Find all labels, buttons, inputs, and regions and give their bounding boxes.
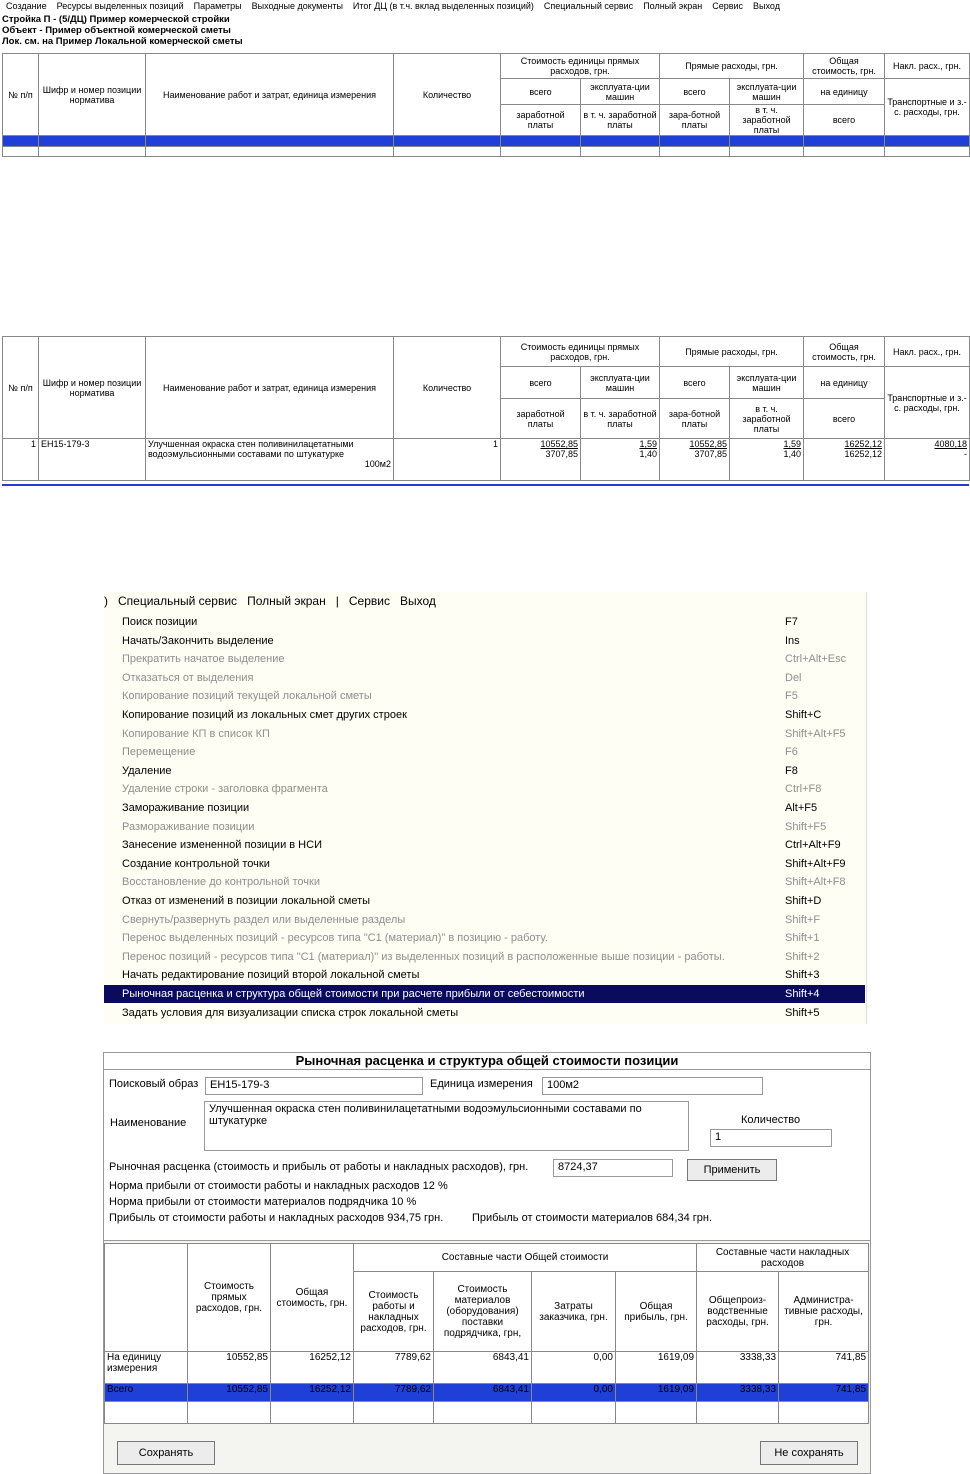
menu-item-shortcut: Shift+3 (785, 969, 820, 982)
unit-field[interactable]: 100м2 (542, 1077, 763, 1095)
t-unit: 16252,12 (844, 439, 883, 449)
col-overhead-2: Накл. расх., грн. (885, 337, 970, 367)
structure-cell: 10552,85 (188, 1352, 271, 1384)
menu-item-shortcut: Shift+2 (785, 950, 820, 963)
structure-table (104, 1243, 869, 1424)
menu-item-label: Замораживание позиции (122, 802, 250, 814)
menu-item-8[interactable] (122, 762, 862, 780)
menu-item-label: Копирование позиций из локальных смет других строек (122, 709, 407, 721)
col-num-2: № п/п (3, 337, 39, 439)
top-menu-item-7[interactable]: Сервис (712, 1, 744, 11)
col-zarabotnoy-2: зара-ботной платы (660, 399, 730, 439)
menu-item-label: Прекратить начатое выделение (122, 653, 285, 666)
structure-cell: 0,00 (532, 1384, 616, 1402)
estimate-table-filled (2, 336, 970, 481)
dialog-title: Рыночная расценка и структура общей стоимости позиции (104, 1053, 870, 1070)
menu-item-label: Перенос позиций - ресурсов типа "С1 (материал)" из выделенных позиций в расположенные выше позиции - работы. (122, 950, 725, 963)
menu-item-17[interactable] (122, 929, 862, 947)
col-num: № п/п (3, 54, 39, 136)
col-expl-d-2: эксплуата-ции машин (730, 367, 804, 399)
menu-item-9[interactable] (122, 780, 862, 798)
menu-item-shortcut: Shift+5 (785, 1006, 820, 1019)
menu-item-1[interactable] (122, 632, 862, 650)
save-button[interactable]: Сохранять (117, 1441, 215, 1465)
col-vtch-2: в т. ч. заработной платы (581, 399, 660, 439)
uc-total: 10552,85 (540, 439, 578, 449)
col-code-2: Шифр и номер позиции норматива (39, 337, 146, 439)
menu-item-13[interactable] (122, 855, 862, 873)
t-total: 16252,12 (844, 449, 883, 459)
market-label: Рыночная расценка (стоимость и прибыль от работы и накладных расходов), грн. (109, 1161, 529, 1173)
col-expl: эксплуата-ции машин (581, 79, 660, 105)
structure-cell: 6843,41 (434, 1352, 532, 1384)
col-transport-2: Транспортные и з.-с. расходы, грн. (885, 367, 970, 439)
col-total-cost: Общая стоимость, грн. (271, 1244, 354, 1352)
menu-item-3[interactable] (122, 669, 862, 687)
top-menu-item-3[interactable]: Выходные документы (251, 1, 343, 11)
menu-bar-item-4[interactable]: Сервис (348, 594, 390, 608)
structure-cell: 16252,12 (271, 1352, 354, 1384)
header-line-2: Объект - Пример объектной комерческой сметы (2, 25, 231, 36)
menu-item-shortcut: Shift+Alt+F5 (785, 727, 846, 740)
col-profit: Общая прибыль, грн. (616, 1272, 697, 1352)
structure-row[interactable] (105, 1384, 869, 1402)
menu-item-4[interactable] (122, 687, 862, 705)
qty-field[interactable]: 1 (710, 1129, 832, 1147)
structure-cell: 741,85 (779, 1384, 869, 1402)
top-menu-item-0[interactable]: Создание (6, 1, 47, 11)
structure-cell: 7789,62 (354, 1384, 434, 1402)
menu-item-16[interactable] (122, 911, 862, 929)
menu-item-label: Создание контрольной точки (122, 857, 270, 870)
menu-item-shortcut: F8 (785, 764, 798, 777)
table-row[interactable] (3, 439, 970, 481)
profit-work: Прибыль от стоимости работы и накладных расходов 934,75 грн. (109, 1212, 444, 1224)
menu-bar-item-3: | (335, 594, 339, 608)
col-direct-2: Прямые расходы, грн. (660, 337, 804, 367)
col-direct: Прямые расходы, грн. (660, 54, 804, 79)
menu-item-5[interactable] (122, 706, 862, 724)
structure-cell: 7789,62 (354, 1352, 434, 1384)
menu-item-label: Удаление (122, 764, 172, 777)
menu-item-shortcut: Shift+4 (785, 988, 820, 1000)
menu-item-shortcut: Shift+1 (785, 932, 820, 945)
row-name-text: Улучшенная окраска стен поливинилацетатными водоэмульсионными составами по штукатурке (148, 439, 354, 459)
structure-cell: 16252,12 (271, 1384, 354, 1402)
col-name: Наименование работ и затрат, единица измерения (146, 54, 394, 136)
col-gen: Общепроиз-водственные расходы, грн. (697, 1272, 779, 1352)
menu-item-2[interactable] (122, 650, 862, 668)
menu-item-label: Перемещение (122, 746, 196, 759)
menu-item-shortcut: F5 (785, 690, 798, 703)
col-unit-cost: Стоимость единицы прямых расходов, грн. (501, 54, 660, 79)
menu-item-label: Начать редактирование позиций второй локальной сметы (122, 969, 420, 982)
row-unit: 100м2 (364, 459, 391, 469)
menu-item-shortcut: Shift+Alt+F8 (785, 876, 846, 889)
menu-item-shortcut: Ins (785, 634, 800, 647)
col-customer: Затраты заказчика, грн. (532, 1272, 616, 1352)
market-price-dialog (103, 1052, 871, 1474)
col-vtch-d-2: в т. ч. заработной платы (730, 399, 804, 439)
structure-cell: 6843,41 (434, 1384, 532, 1402)
col-qty: Количество (394, 54, 501, 136)
col-total: Общая стоимость, грн. (804, 54, 885, 79)
unit-label: Единица измерения (430, 1078, 533, 1090)
group-parts: Составные части Общей стоимости (354, 1244, 697, 1272)
market-field[interactable]: 8724,37 (553, 1159, 673, 1177)
col-total-2: Общая стоимость, грн. (804, 337, 885, 367)
header-line-1: Стройка П - (5/ДЦ) Пример комерческой стройки (2, 14, 230, 25)
menu-item-label: Рыночная расценка и структура общей стоимости при расчете прибыли от себестоимости (122, 988, 585, 1000)
row-name (146, 439, 394, 481)
estimate-header (2, 14, 243, 47)
menu-item-label: Копирование КП в список КП (122, 727, 270, 740)
name-label: Наименование (110, 1117, 187, 1129)
top-menu-item-2[interactable]: Параметры (193, 1, 242, 11)
menu-item-shortcut: Shift+Alt+F9 (785, 857, 846, 870)
col-zarabotnoy: зара-ботной платы (660, 105, 730, 136)
apply-button[interactable]: Применить (687, 1159, 777, 1181)
structure-row-label: На единицу измерения (105, 1352, 188, 1384)
menu-item-label: Размораживание позиции (122, 820, 255, 833)
menu-item-11[interactable] (122, 818, 862, 836)
menu-item-label: Задать условия для визуализации списка строк локальной сметы (122, 1006, 459, 1019)
col-name-2: Наименование работ и затрат, единица измерения (146, 337, 394, 439)
structure-cell: 0,00 (532, 1352, 616, 1384)
col-vsego-t: всего (804, 105, 885, 136)
qty-label: Количество (741, 1114, 801, 1126)
menu-bar-item-2[interactable]: Полный экран (247, 594, 326, 608)
nosave-button[interactable]: Не сохранять (760, 1441, 858, 1465)
col-qty-2: Количество (394, 337, 501, 439)
col-vsego-t-2: всего (804, 399, 885, 439)
d-wage: 3707,85 (694, 449, 727, 459)
row-code: ЕН15-179-3 (39, 439, 146, 481)
top-menu (0, 0, 970, 13)
col-zarplata-2: заработной платы (501, 399, 581, 439)
menu-item-shortcut: Alt+F5 (785, 802, 818, 814)
menu-item-12[interactable] (122, 836, 862, 854)
menu-bar-item-0: ) (104, 594, 108, 608)
group-overhead: Составные части накладных расходов (697, 1244, 869, 1272)
col-per-unit: на единицу (804, 79, 885, 105)
col-vsego-d: всего (660, 79, 730, 105)
menu-bar-item-5[interactable]: Выход (399, 594, 436, 608)
header-line-3: Лок. см. на Пример Локальной комерческой сметы (2, 36, 243, 47)
d-total: 10552,85 (689, 439, 727, 449)
menu-item-label: Копирование позиций текущей локальной сметы (122, 690, 372, 703)
menu-bar-item-1[interactable]: Специальный сервис (118, 594, 238, 608)
norm-work: Норма прибыли от стоимости работы и накладных расходов 12 % (109, 1180, 448, 1192)
menu-item-label: Свернуть/развернуть раздел или выделенные разделы (122, 913, 406, 926)
structure-cell: 10552,85 (188, 1384, 271, 1402)
structure-cell: 1619,09 (616, 1384, 697, 1402)
col-expl-d: эксплуата-ции машин (730, 79, 804, 105)
overhead: 4080,18 (934, 439, 968, 449)
transport: - (964, 449, 968, 459)
col-vtch-d: в т. ч. заработной платы (730, 105, 804, 136)
top-menu-item-1[interactable]: Ресурсы выделенных позиций (56, 1, 184, 11)
menu-item-7[interactable] (122, 743, 862, 761)
menu-bar (104, 594, 446, 608)
menu-item-shortcut: Shift+F (785, 913, 821, 926)
menu-item-label: Поиск позиции (122, 616, 198, 628)
col-work: Стоимость работы и накладных расходов, грн. (354, 1272, 434, 1352)
search-field[interactable]: ЕН15-179-3 (205, 1077, 423, 1095)
col-admin: Администра-тивные расходы, грн. (779, 1272, 869, 1352)
col-per-unit-2: на единицу (804, 367, 885, 399)
menu-item-label: Восстановление до контрольной точки (122, 876, 320, 889)
col-vtch: в т. ч. заработной платы (581, 105, 660, 136)
col-direct-cost: Стоимость прямых расходов, грн. (188, 1244, 271, 1352)
col-vsego-d-2: всего (660, 367, 730, 399)
search-label: Поисковый образ (109, 1078, 199, 1090)
menu-item-0[interactable] (122, 613, 862, 631)
d-expl-wage: 1,40 (783, 449, 802, 459)
name-field[interactable]: Улучшенная окраска стен поливинилацетатными водоэмульсионными составами по штукатурке (204, 1101, 689, 1151)
menu-item-shortcut: Shift+F5 (785, 820, 827, 833)
menu-item-shortcut: F7 (785, 616, 798, 628)
estimate-table-top (2, 53, 970, 157)
menu-item-19[interactable] (122, 966, 862, 984)
menu-item-21[interactable] (122, 1004, 862, 1022)
menu-item-label: Начать/Закончить выделение (122, 634, 274, 647)
top-menu-item-5[interactable]: Специальный сервис (543, 1, 634, 11)
structure-cell: 3338,33 (697, 1384, 779, 1402)
row-qty: 1 (394, 439, 501, 481)
uc-expl: 1,59 (639, 439, 657, 449)
col-materials: Стоимость материалов (оборудования) поставки подрядчика, грн, (434, 1272, 532, 1352)
top-menu-item-6[interactable]: Полный экран (643, 1, 703, 11)
structure-row-label: Всего (105, 1384, 188, 1402)
menu-item-label: Удаление строки - заголовка фрагмента (122, 783, 328, 796)
structure-cell: 1619,09 (616, 1352, 697, 1384)
col-vsego-2: всего (501, 367, 581, 399)
menu-item-shortcut: Del (785, 671, 802, 684)
row-underline (2, 484, 969, 486)
col-unit-cost-2: Стоимость единицы прямых расходов, грн. (501, 337, 660, 367)
menu-item-label: Перенос выделенных позиций - ресурсов типа "С1 (материал)" в позицию - работу. (122, 932, 548, 945)
menu-item-20[interactable] (104, 985, 865, 1003)
norm-materials: Норма прибыли от стоимости материалов подрядчика 10 % (109, 1196, 417, 1208)
uc-expl-wage: 1,40 (639, 449, 657, 459)
selected-row[interactable] (3, 136, 970, 147)
col-code: Шифр и номер позиции норматива (39, 54, 146, 136)
menu-item-shortcut: Ctrl+F8 (785, 783, 822, 796)
menu-item-shortcut: Ctrl+Alt+Esc (785, 653, 847, 666)
col-expl-2: эксплуата-ции машин (581, 367, 660, 399)
menu-item-shortcut: Ctrl+Alt+F9 (785, 839, 841, 852)
menu-item-label: Занесение измененной позиции в НСИ (122, 839, 322, 852)
menu-item-label: Отказаться от выделения (122, 671, 254, 684)
top-menu-item-4[interactable]: Итог ДЦ (в т.ч. вклад выделенных позиций) (352, 1, 534, 11)
col-vsego: всего (501, 79, 581, 105)
col-zarplata: заработной платы (501, 105, 581, 136)
profit-materials: Прибыль от стоимости материалов 684,34 грн. (472, 1212, 713, 1224)
uc-wage: 3707,85 (545, 449, 578, 459)
structure-cell: 741,85 (779, 1352, 869, 1384)
col-transport: Транспортные и з.-с. расходы, грн. (885, 79, 970, 136)
menu-item-15[interactable] (122, 892, 862, 910)
d-expl: 1,59 (783, 439, 802, 449)
menu-item-shortcut: F6 (785, 746, 798, 759)
menu-item-shortcut: Shift+D (785, 895, 822, 907)
menu-item-label: Отказ от изменений в позиции локальной сметы (122, 895, 371, 907)
top-menu-item-8[interactable]: Выход (753, 1, 780, 11)
menu-item-10[interactable] (122, 799, 862, 817)
col-overhead: Накл. расх., грн. (885, 54, 970, 79)
menu-item-14[interactable] (122, 873, 862, 891)
menu-item-6[interactable] (122, 725, 862, 743)
menu-item-shortcut: Shift+C (785, 709, 822, 721)
structure-row[interactable] (105, 1352, 869, 1384)
structure-cell: 3338,33 (697, 1352, 779, 1384)
menu-item-18[interactable] (122, 948, 862, 966)
row-num: 1 (3, 439, 39, 481)
